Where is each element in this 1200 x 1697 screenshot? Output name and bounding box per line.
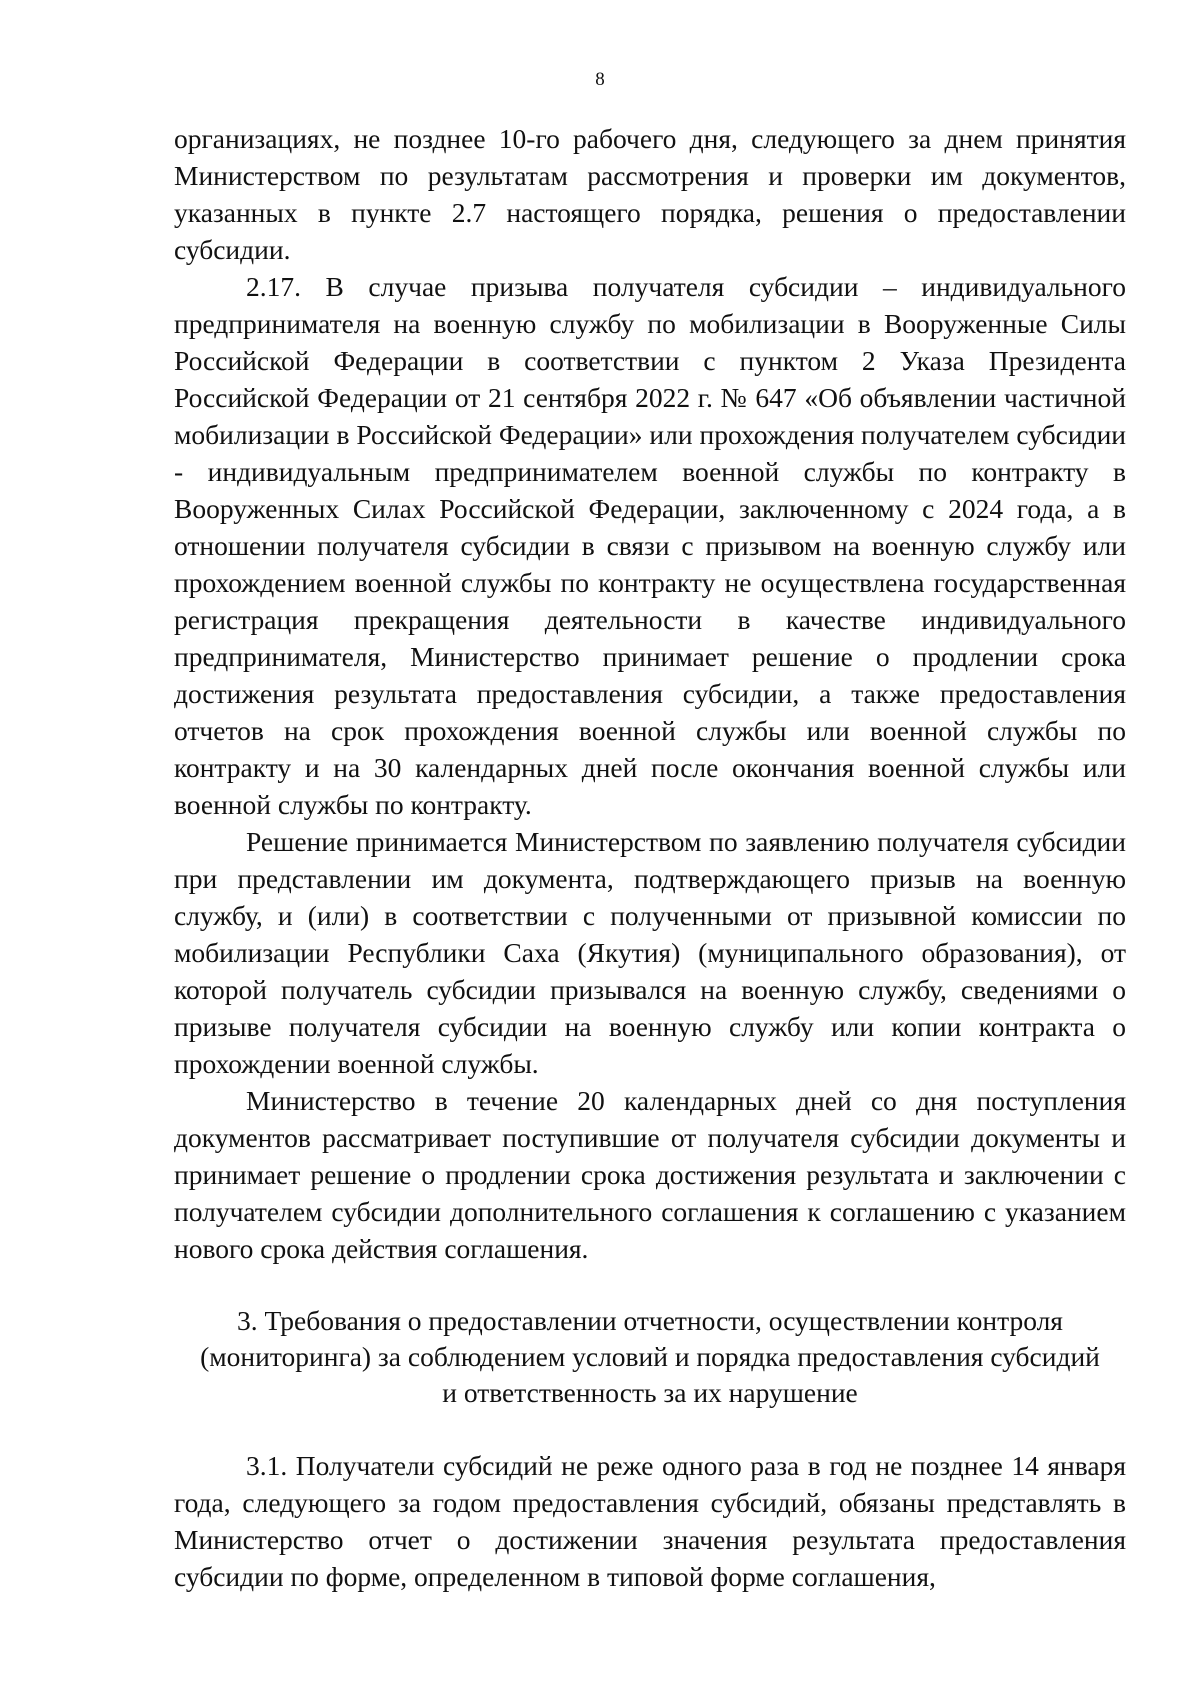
paragraph-ministry-review: Министерство в течение 20 календарных дней со дня поступления документов рассматривает поступившие от получателя субсидии документы и принимает решение о продлении срока достижения результата и заключении с получателем субсидии дополнительного соглашения к соглашению с указанием нового срока действия соглашения.	[174, 1085, 1126, 1264]
paragraph-decision: Решение принимается Министерством по заявлению получателя субсидии при представлении им документа, подтверждающего призыв на военную службу, и (или) в соответствии с полученными от призывной комиссии по мобилизации Республики Саха (Якутия) (муниципального образования), от которой получатель субсидии призывался на военную службу, сведениями о призыве получателя субсидии на военную службу или копии контракта о прохождении военной службы.	[174, 826, 1126, 1079]
section-heading-line-1: 3. Требования о предоставлении отчетности, осуществлении контроля	[237, 1305, 1063, 1336]
page-number: 8	[595, 69, 605, 90]
paragraph-3-1: 3.1. Получатели субсидий не реже одного раза в год не позднее 14 января года, следующего за годом предоставления субсидий, обязаны представлять в Министерство отчет о достижении значения результата предоставления субсидии по форме, определенном в типовой форме соглашения,	[174, 1450, 1126, 1592]
document-body	[174, 120, 1126, 1595]
paragraph-2-17: 2.17. В случае призыва получателя субсидии – индивидуального предпринимателя на военную службу по мобилизации в Вооруженные Силы Российской Федерации в соответствии с пунктом 2 Указа Президента Российской Федерации от 21 сентября 2022 г. № 647 «Об объявлении частичной мобилизации в Российской Федерации» или прохождения получателем субсидии - индивидуальным предпринимателем военной службы по контракту в Вооруженных Силах Российской Федерации, заключенному с 2024 года, а в отношении получателя субсидии в связи с призывом на военную службу или прохождением военной службы по контракту не осуществлена государственная регистрация прекращения деятельности в качестве индивидуального предпринимателя, Министерство принимает решение о продлении срока достижения результата предоставления субсидии, а также предоставления отчетов на срок прохождения военной службы или военной службы по контракту и на 30 календарных дней после окончания военной службы или военной службы по контракту.	[174, 271, 1126, 820]
section-3-heading	[174, 1303, 1126, 1411]
section-heading-line-2: (мониторинга) за соблюдением условий и порядка предоставления субсидий	[200, 1341, 1100, 1372]
section-heading-line-3: и ответственность за их нарушение	[442, 1377, 858, 1408]
paragraph-continued: организациях, не позднее 10-го рабочего дня, следующего за днем принятия Министерством по результатам рассмотрения и проверки им документов, указанных в пункте 2.7 настоящего порядка, решения о предоставлении субсидии.	[174, 123, 1126, 265]
